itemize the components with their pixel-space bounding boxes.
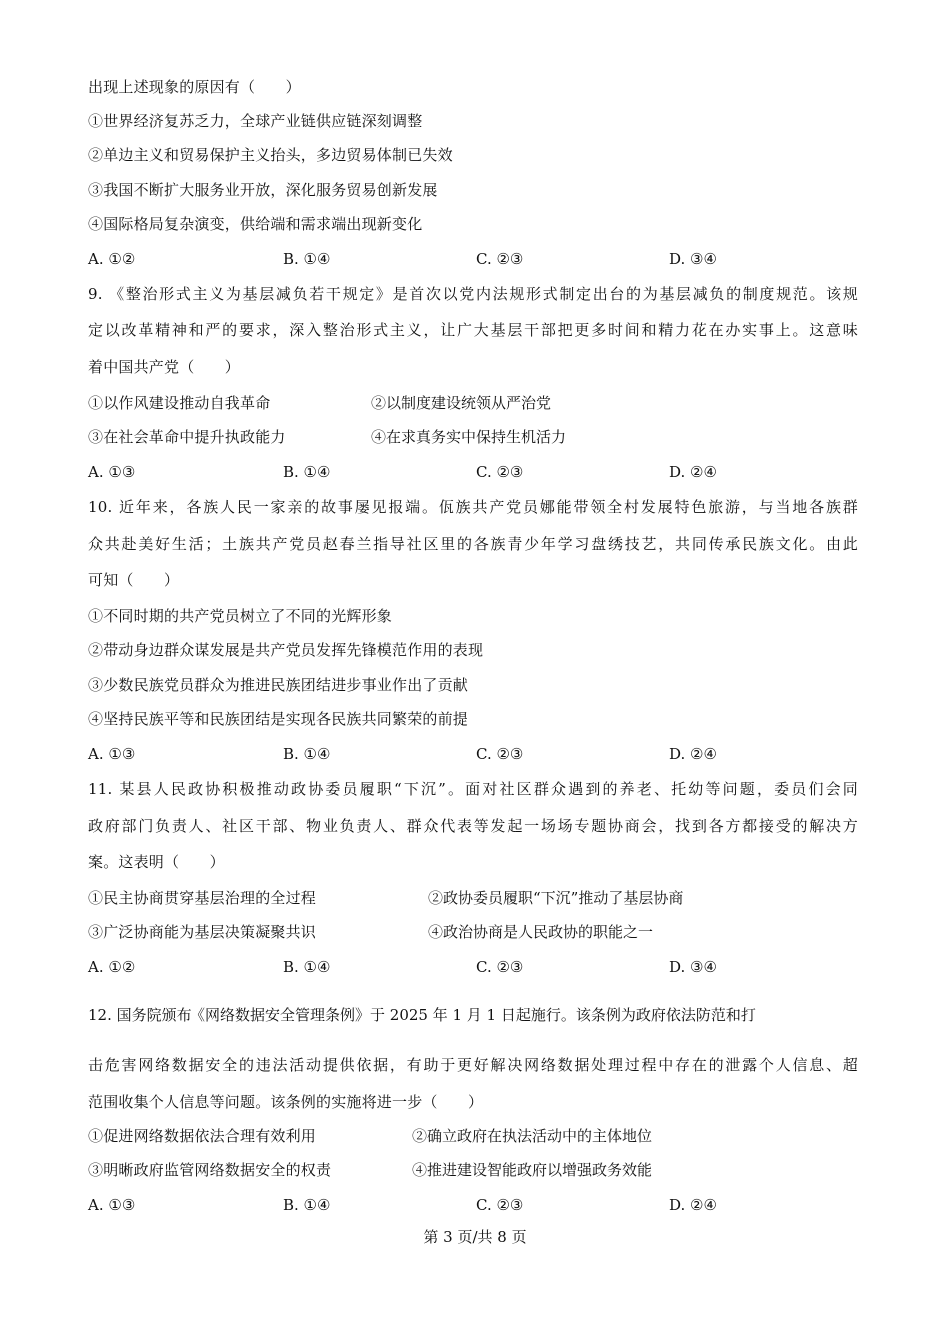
- statement-1: ①以作风建设推动自我革命: [88, 394, 271, 412]
- question-text-line: 定以改革精神和严的要求，深入整治形式主义，让广大基层干部把更多时间和精力花在办实事上。这意味: [88, 321, 858, 339]
- statement-4: ④政治协商是人民政协的职能之一: [428, 923, 654, 941]
- choice-b: B. ①④: [283, 250, 331, 268]
- question-text-line: 12. 国务院颁布: [88, 1006, 192, 1024]
- choice-c: C. ②③: [476, 745, 524, 763]
- statement-1: ①民主协商贯穿基层治理的全过程: [88, 889, 317, 907]
- statement-4: ④在求真务实中保持生机活力: [371, 428, 567, 446]
- question-text-line: 击危害网络数据安全的违法活动提供依据，有助于更好解决网络数据处理过程中存在的泄露个人信息、超: [88, 1056, 858, 1074]
- statement-2: ②确立政府在执法活动中的主体地位: [412, 1127, 653, 1145]
- choice-a: A. ①③: [88, 463, 136, 481]
- question-text-line: 《网络数据安全管理条例》于 2025 年 1 月 1 日起施行。该条例为政府依法防范和打: [190, 1006, 756, 1024]
- choice-a: A. ①②: [88, 250, 136, 268]
- statement-2: ②单边主义和贸易保护主义抬头，多边贸易体制已失效: [88, 146, 453, 164]
- choice-b: B. ①④: [283, 1196, 331, 1214]
- statement-1: ①不同时期的共产党员树立了不同的光辉形象: [88, 607, 393, 625]
- statement-4: ④国际格局复杂演变，供给端和需求端出现新变化: [88, 215, 423, 233]
- statement-4: ④推进建设智能政府以增强政务效能: [412, 1161, 653, 1179]
- choice-b: B. ①④: [283, 958, 331, 976]
- choice-d: D. ②④: [669, 463, 717, 481]
- choice-d: D. ③④: [669, 958, 717, 976]
- statement-1: ①促进网络数据依法合理有效利用: [88, 1127, 317, 1145]
- statement-3: ③在社会革命中提升执政能力: [88, 428, 286, 446]
- choice-c: C. ②③: [476, 1196, 524, 1214]
- statement-3: ③少数民族党员群众为推进民族团结进步事业作出了贡献: [88, 676, 469, 694]
- question-text-line: 10. 近年来，各族人民一家亲的故事屡见报端。佤族共产党员娜能带领全村发展特色旅游，与当地各族群: [88, 498, 858, 516]
- choice-c: C. ②③: [476, 958, 524, 976]
- choice-c: C. ②③: [476, 463, 524, 481]
- choice-a: A. ①③: [88, 1196, 136, 1214]
- question-text-line: 可知（ ）: [88, 571, 180, 589]
- question-text-line: 着中国共产党（ ）: [88, 358, 241, 376]
- question-stem: 出现上述现象的原因有（ ）: [88, 78, 301, 96]
- question-text-line: 案。这表明（ ）: [88, 853, 225, 871]
- question-text-line: 范围收集个人信息等问题。该条例的实施将进一步（ ）: [88, 1093, 484, 1111]
- statement-4: ④坚持民族平等和民族团结是实现各民族共同繁荣的前提: [88, 710, 469, 728]
- statement-2: ②以制度建设统领从严治党: [371, 394, 552, 412]
- choice-d: D. ②④: [669, 745, 717, 763]
- question-text-line: 政府部门负责人、社区干部、物业负责人、群众代表等发起一场场专题协商会，找到各方都接受的解决方: [88, 817, 858, 835]
- choice-d: D. ③④: [669, 250, 717, 268]
- question-text-line: 9. 《整治形式主义为基层减负若干规定》是首次以党内法规形式制定出台的为基层减负的制度规范。该规: [88, 285, 858, 303]
- choice-b: B. ①④: [283, 463, 331, 481]
- choice-b: B. ①④: [283, 745, 331, 763]
- question-text-line: 11. 某县人民政协积极推动政协委员履职“下沉”。面对社区群众遇到的养老、托幼等问题，委员们会同: [88, 780, 858, 798]
- statement-3: ③我国不断扩大服务业开放，深化服务贸易创新发展: [88, 181, 438, 199]
- choice-c: C. ②③: [476, 250, 524, 268]
- statement-3: ③广泛协商能为基层决策凝聚共识: [88, 923, 317, 941]
- statement-1: ①世界经济复苏乏力，全球产业链供应链深刻调整: [88, 112, 423, 130]
- statement-2: ②带动身边群众谋发展是共产党员发挥先锋模范作用的表现: [88, 641, 484, 659]
- page-number: 第 3 页/共 8 页: [423, 1228, 527, 1246]
- choice-d: D. ②④: [669, 1196, 717, 1214]
- question-text-line: 众共赴美好生活；土族共产党员赵春兰指导社区里的各族青少年学习盘绣技艺，共同传承民族文化。由此: [88, 535, 858, 553]
- statement-2: ②政协委员履职“下沉”推动了基层协商: [428, 889, 684, 907]
- choice-a: A. ①③: [88, 745, 136, 763]
- statement-3: ③明晰政府监管网络数据安全的权责: [88, 1161, 332, 1179]
- choice-a: A. ①②: [88, 958, 136, 976]
